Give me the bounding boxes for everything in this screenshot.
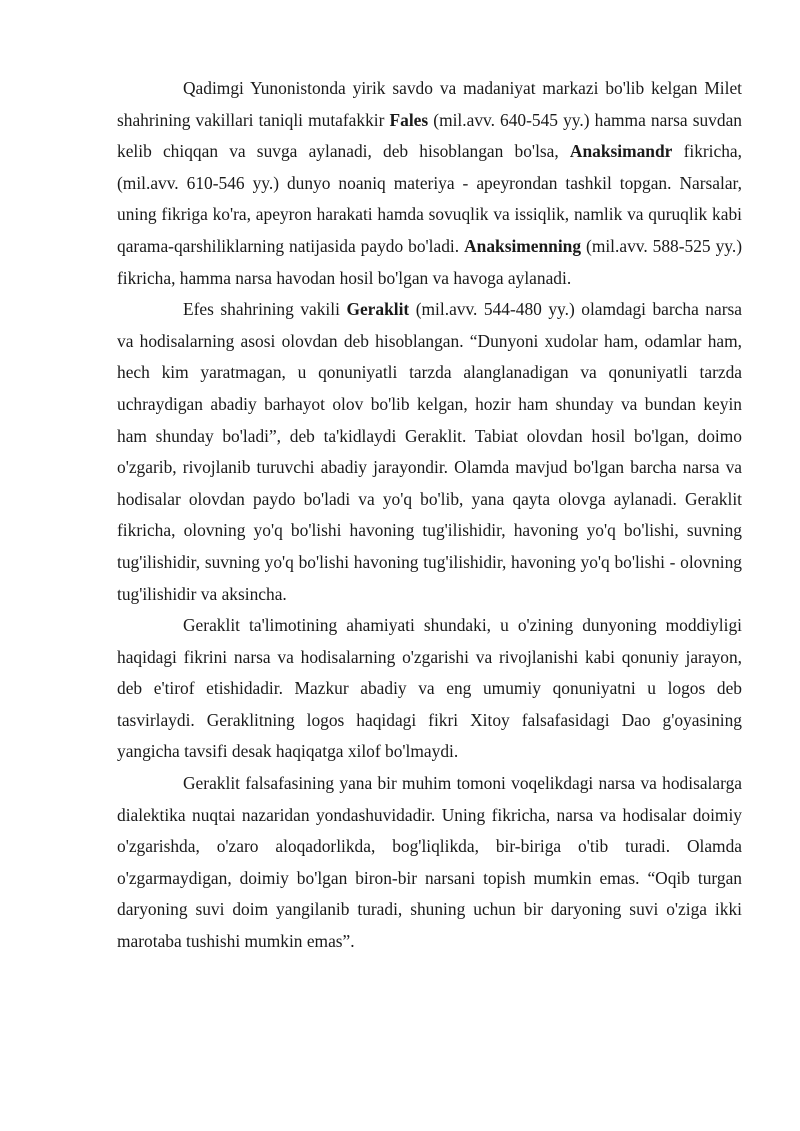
paragraph-fales-anaksimandr: [117, 73, 742, 294]
name-anaksimen: Anaksimenning: [464, 235, 582, 256]
text-span: Geraklit falsafasining yana bir muhim tomoni voqelikdagi narsa va hodisalarga dialektika nuqtai nazaridan yondashuvidadir. Uning fikricha, narsa va hodisalar doimiy o'zgarishda, o'zaro aloqadorlikda, bog'liqlikda, bir-biriga o'tib turadi. Olamda o'zgarmaydigan, doimiy bo'lgan biron-bir narsani topish mumkin emas. “Oqib turgan daryoning suvi doim yangilanib turadi, shuning uchun bir daryoning suvi o'ziga ikki marotaba tushishi mumkin emas”.: [117, 773, 742, 952]
text-span: (mil.avv. 588-525 yy.) fikricha, hamma narsa havodan hosil bo'lgan va havoga aylanadi.: [117, 235, 743, 288]
document-body: [117, 73, 742, 958]
text-span: Qadimgi Yunonistonda yirik savdo va madaniyat markazi bo'lib kelgan Milet shahrining vakillari taniqli mutafakkir: [117, 78, 742, 130]
name-anaksimandr: Anaksimandr: [569, 141, 673, 162]
paragraph-geraklit-dialektika: [117, 768, 742, 958]
paragraph-geraklit: [117, 294, 742, 610]
text-span: (mil.avv. 544-480 yy.) olamdagi barcha narsa va hodisalarning asosi olovdan deb hisoblangan. “Dunyoni xudolar ham, odamlar ham, hech kim yaratmagan, u qonuniyatli tarzda alanglanadigan va qonuniyatli tarzda uchraydigan abadiy barhayot olov bo'lib kelgan, hozir ham shunday va bundan keyin ham shunday bo'ladi”, deb ta'kidlaydi Geraklit. Tabiat olovdan hosil bo'lgan, doimo o'zgarib, rivojlanib turuvchi abadiy jarayondir. Olamda mavjud bo'lgan barcha narsa va hodisalar olovdan paydo bo'ladi va yo'q bo'lib, yana qayta olovga aylanadi. Geraklit fikricha, olovning yo'q bo'lishi havoning tug'ilishidir, havoning yo'q bo'lishi, suvning tug'ilishidir, suvning yo'q bo'lishi havoning tug'ilishidir, havoning yo'q bo'lishi - olovning tug'ilishidir va aksincha.: [117, 299, 742, 604]
text-span: fikricha, (mil.avv. 610-546 yy.) dunyo noaniq materiya - apeyrondan tashkil topgan. Narsalar, uning fikriga ko'ra, apeyron harakati hamda sovuqlik va issiqlik, namlik va quruqlik kabi qarama-qarshiliklarning natijasida paydo bo'ladi.: [117, 141, 742, 256]
text-span: Efes shahrining vakili: [183, 299, 347, 320]
text-span: Geraklit ta'limotining ahamiyati shundaki, u o'zining dunyoning moddiyligi haqidagi fikrini narsa va hodisalarning o'zgarishi va rivojlanishi kabi qonuniy jarayon, deb e'tirof etishidadir. Mazkur abadiy va eng umumiy qonuniyatni u logos deb tasvirlaydi. Geraklitning logos haqidagi fikri Xitoy falsafasidagi Dao g'oyasining yangicha tavsifi desak haqiqatga xilof bo'lmaydi.: [117, 615, 742, 762]
name-geraklit: Geraklit: [346, 299, 410, 320]
text-span: (mil.avv. 640-545 yy.) hamma narsa suvdan kelib chiqqan va suvga aylanadi, deb hisoblangan bo'lsa,: [117, 109, 742, 162]
name-fales: Fales: [389, 109, 429, 130]
paragraph-geraklit-talimoti: [117, 610, 742, 768]
